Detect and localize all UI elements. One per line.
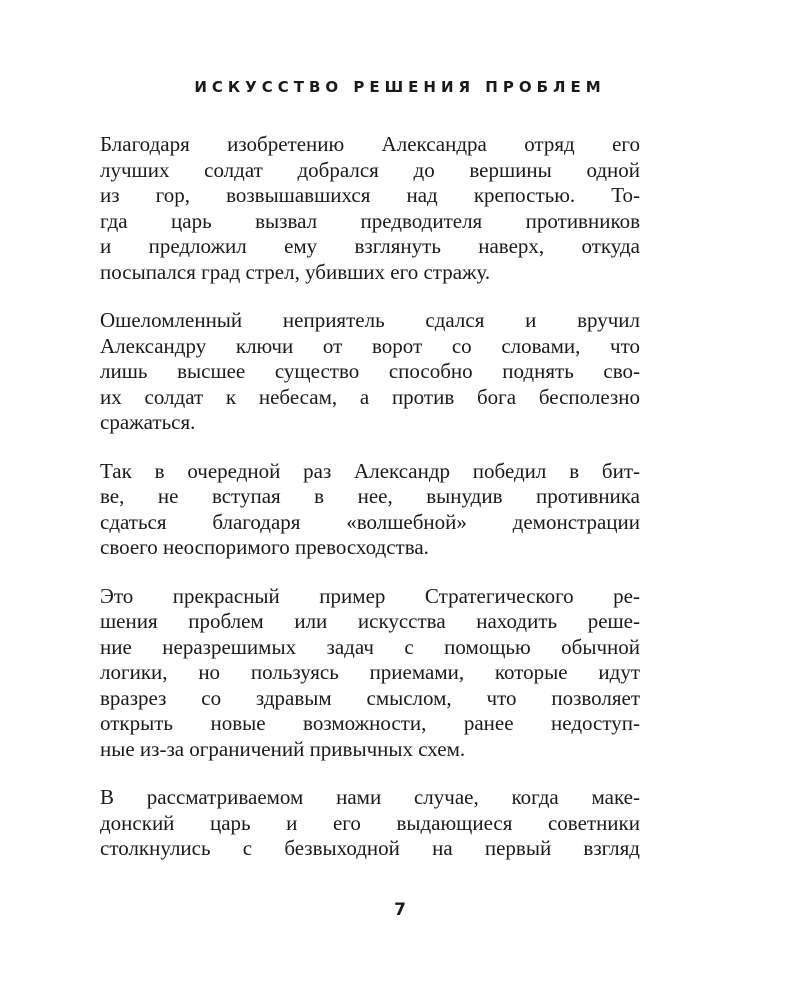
- paragraph: [100, 584, 640, 763]
- running-head: ИСКУССТВО РЕШЕНИЯ ПРОБЛЕМ: [194, 78, 606, 96]
- text-line: из гор, возвышавшихся над крепостью. То-: [100, 183, 640, 207]
- text-line: ние неразрешимых задач с помощью обычной: [100, 634, 640, 659]
- page-number: 7: [394, 900, 406, 920]
- text-line: столкнулись с безвыходной на первый взгляд: [100, 836, 640, 860]
- text-line: Это прекрасный пример Стратегического ре-: [100, 583, 640, 608]
- text-line: своего неоспоримого превосходства.: [100, 535, 429, 559]
- paragraph: [100, 308, 640, 436]
- text-line: гда царь вызвал предводителя противников: [100, 208, 640, 233]
- text-line: лучших солдат добрался до вершины одной: [100, 157, 640, 182]
- text-line: Так в очередной раз Александр победил в бит-: [100, 458, 640, 483]
- text-line: Александру ключи от ворот со словами, что: [100, 333, 640, 358]
- text-line: ве, не вступая в нее, вынудив противника: [100, 484, 640, 508]
- paragraph: [100, 132, 640, 285]
- body-text: [100, 132, 640, 885]
- text-line: посыпался град стрел, убивших его стражу.: [100, 259, 491, 284]
- text-line: сдаться благодаря «волшебной» демонстрации: [100, 509, 640, 534]
- text-line: логики, но пользуясь приемами, которые идут: [100, 660, 640, 684]
- text-line: донский царь и его выдающиеся советники: [100, 810, 640, 835]
- text-line: их солдат к небесам, а против бога бесполезно: [100, 384, 640, 409]
- text-line: лишь высшее существо способно поднять сво-: [100, 359, 640, 383]
- text-line: Ошеломленный неприятель сдался и вручил: [100, 308, 640, 332]
- paragraph: [100, 459, 640, 561]
- text-line: шения проблем или искусства находить реше-: [100, 609, 640, 633]
- text-line: сражаться.: [100, 410, 196, 434]
- text-line: открыть новые возможности, ранее недоступ-: [100, 711, 640, 735]
- text-line: В рассматриваемом нами случае, когда маке-: [100, 785, 640, 809]
- text-line: ные из-за ограничений привычных схем.: [100, 736, 466, 761]
- text-line: и предложил ему взглянуть наверх, откуда: [100, 234, 640, 258]
- paragraph: [100, 785, 640, 862]
- text-line: вразрез со здравым смыслом, что позволяет: [100, 685, 640, 710]
- text-line: Благодаря изобретению Александра отряд его: [100, 132, 640, 156]
